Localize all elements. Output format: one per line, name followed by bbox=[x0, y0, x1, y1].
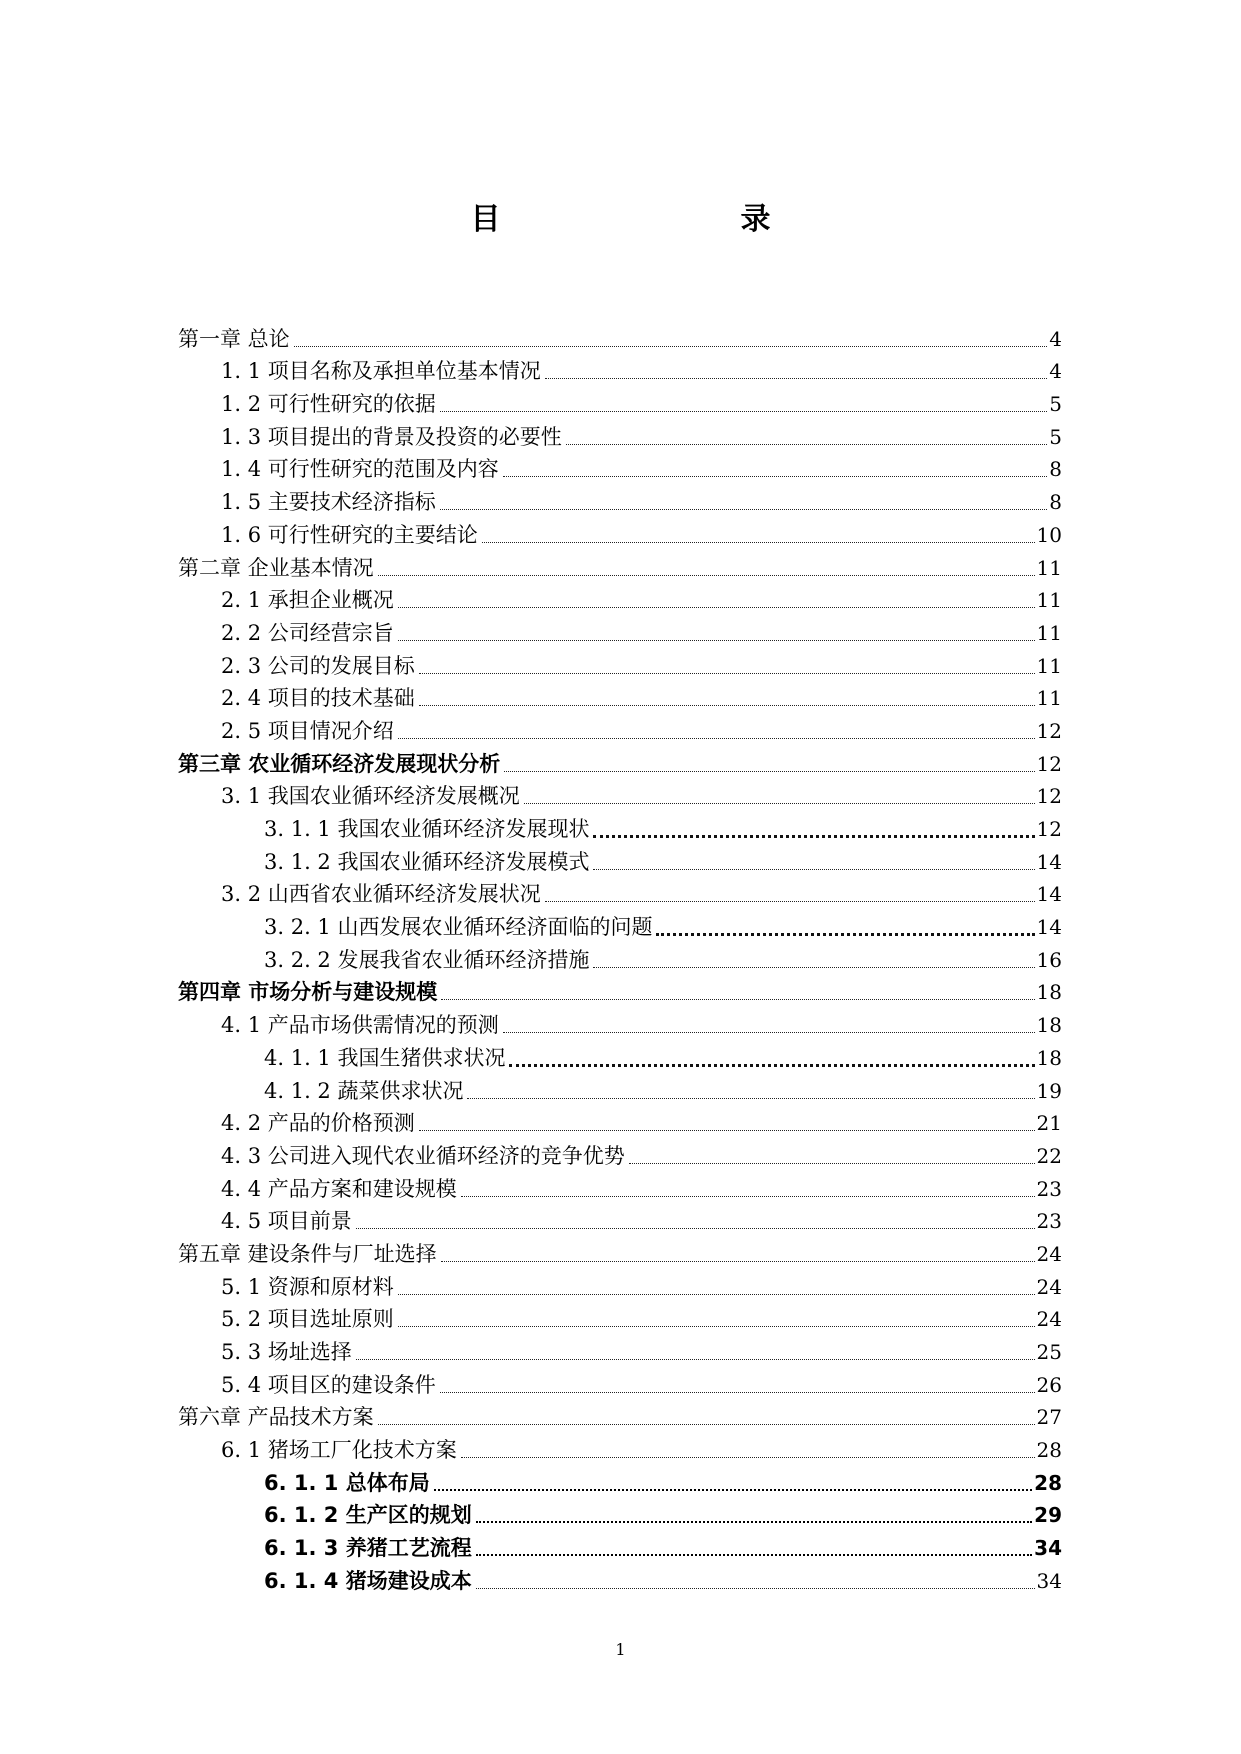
toc-entry-label: 1. 1 项目名称及承担单位基本情况 bbox=[221, 359, 541, 384]
toc-leader-dots bbox=[476, 1521, 1032, 1523]
toc-entry-label: 第四章 市场分析与建设规模 bbox=[178, 980, 438, 1005]
toc-leader-dots bbox=[419, 705, 1035, 706]
toc-leader-dots bbox=[545, 378, 1048, 379]
toc-entry bbox=[178, 1235, 1062, 1268]
toc-leader-dots bbox=[440, 509, 1048, 510]
toc-leader-dots bbox=[356, 1228, 1035, 1229]
toc-entry bbox=[178, 1006, 1062, 1039]
toc-entry-page: 5 bbox=[1049, 392, 1062, 417]
toc-leader-dots bbox=[398, 607, 1035, 608]
toc-entry bbox=[178, 483, 1062, 516]
toc-leader-dots bbox=[378, 1424, 1035, 1425]
toc-entry-label: 3. 1. 2 我国农业循环经济发展模式 bbox=[264, 849, 590, 874]
toc-entry bbox=[178, 1170, 1062, 1203]
toc-entry-label: 3. 1. 1 我国农业循环经济发展现状 bbox=[264, 817, 590, 841]
toc-leader-dots bbox=[476, 1554, 1032, 1556]
toc-leader-dots bbox=[593, 967, 1034, 968]
toc-entry bbox=[178, 1529, 1062, 1562]
toc-entry-label: 4. 1 产品市场供需情况的预测 bbox=[221, 1013, 499, 1038]
toc-entry bbox=[178, 1301, 1062, 1334]
toc-entry-page: 34 bbox=[1034, 1536, 1062, 1561]
toc-entry-label: 5. 2 项目选址原则 bbox=[221, 1307, 394, 1332]
toc-leader-dots bbox=[294, 346, 1048, 347]
toc-entry-page: 23 bbox=[1036, 1176, 1062, 1201]
toc-entry-page: 28 bbox=[1034, 1470, 1062, 1495]
toc-entry bbox=[178, 1203, 1062, 1236]
toc-entry-label: 4. 3 公司进入现代农业循环经济的竞争优势 bbox=[221, 1143, 625, 1168]
toc-entry-page: 14 bbox=[1036, 882, 1062, 907]
toc-leader-dots bbox=[398, 1294, 1035, 1295]
toc-leader-dots bbox=[629, 1163, 1035, 1164]
page-title: 目 录 bbox=[470, 202, 831, 237]
toc-leader-dots bbox=[504, 771, 1034, 772]
toc-entry bbox=[178, 582, 1062, 615]
toc-entry bbox=[178, 941, 1062, 974]
toc-entry-page: 5 bbox=[1049, 424, 1062, 449]
toc-entry-label: 6. 1 猪场工厂化技术方案 bbox=[221, 1438, 457, 1463]
toc-entry bbox=[178, 1268, 1062, 1301]
toc-entry-page: 24 bbox=[1036, 1241, 1062, 1266]
toc-entry-page: 12 bbox=[1036, 751, 1062, 776]
toc-entry-page: 22 bbox=[1036, 1143, 1062, 1168]
toc-entry-page: 34 bbox=[1036, 1568, 1062, 1593]
toc-entry-label: 5. 3 场址选择 bbox=[221, 1340, 352, 1364]
toc-entry-label: 4. 2 产品的价格预测 bbox=[221, 1111, 415, 1136]
toc-entry bbox=[178, 876, 1062, 909]
toc-leader-dots bbox=[476, 1588, 1035, 1589]
toc-entry-label: 4. 1. 1 我国生猪供求状况 bbox=[264, 1045, 506, 1070]
toc-leader-dots bbox=[441, 999, 1034, 1000]
toc-entry-label: 6. 1. 1 总体布局 bbox=[264, 1470, 430, 1495]
toc-entry-page: 14 bbox=[1036, 849, 1062, 874]
toc-leader-dots bbox=[467, 1098, 1034, 1099]
toc-entry bbox=[178, 1431, 1062, 1464]
toc-entry bbox=[178, 712, 1062, 745]
toc-entry-page: 11 bbox=[1036, 686, 1062, 711]
toc-entry-page: 16 bbox=[1036, 947, 1062, 972]
table-of-contents bbox=[178, 320, 1062, 1595]
toc-entry-page: 14 bbox=[1036, 915, 1062, 940]
toc-entry-page: 18 bbox=[1036, 1045, 1062, 1070]
toc-entry-page: 8 bbox=[1049, 457, 1062, 482]
toc-entry bbox=[178, 680, 1062, 713]
toc-leader-dots bbox=[419, 1130, 1035, 1131]
toc-entry-label: 2. 5 项目情况介绍 bbox=[221, 718, 394, 743]
toc-entry-label: 第二章 企业基本情况 bbox=[178, 555, 374, 580]
toc-entry-page: 11 bbox=[1036, 588, 1062, 613]
toc-entry bbox=[178, 1464, 1062, 1497]
toc-entry-label: 1. 2 可行性研究的依据 bbox=[221, 392, 436, 417]
toc-entry bbox=[178, 1137, 1062, 1170]
toc-entry-page: 18 bbox=[1036, 980, 1062, 1005]
toc-entry bbox=[178, 1039, 1062, 1072]
toc-entry-label: 2. 1 承担企业概况 bbox=[221, 588, 394, 613]
toc-entry bbox=[178, 353, 1062, 386]
toc-entry-page: 18 bbox=[1036, 1013, 1062, 1038]
toc-leader-dots bbox=[398, 1326, 1035, 1327]
toc-leader-dots bbox=[441, 1261, 1035, 1262]
toc-entry bbox=[178, 1366, 1062, 1399]
toc-entry-page: 12 bbox=[1036, 718, 1062, 743]
toc-entry bbox=[178, 614, 1062, 647]
toc-leader-dots bbox=[434, 1489, 1032, 1491]
toc-entry-label: 5. 1 资源和原材料 bbox=[221, 1274, 394, 1299]
toc-entry-page: 10 bbox=[1036, 522, 1062, 547]
toc-leader-dots bbox=[509, 1064, 1034, 1067]
toc-entry-page: 11 bbox=[1036, 555, 1062, 580]
toc-entry bbox=[178, 549, 1062, 582]
toc-entry-page: 27 bbox=[1036, 1405, 1062, 1430]
toc-entry bbox=[178, 974, 1062, 1007]
toc-leader-dots bbox=[593, 869, 1034, 870]
toc-leader-dots bbox=[656, 933, 1034, 936]
toc-entry-label: 2. 4 项目的技术基础 bbox=[221, 686, 415, 711]
toc-entry-label: 4. 4 产品方案和建设规模 bbox=[221, 1176, 457, 1201]
toc-entry-label: 2. 2 公司经营宗旨 bbox=[221, 620, 394, 645]
toc-entry-page: 29 bbox=[1034, 1503, 1062, 1528]
toc-entry bbox=[178, 516, 1062, 549]
toc-entry bbox=[178, 908, 1062, 941]
toc-entry bbox=[178, 647, 1062, 680]
toc-entry-label: 第六章 产品技术方案 bbox=[178, 1405, 374, 1430]
toc-entry-label: 6. 1. 3 养猪工艺流程 bbox=[264, 1536, 472, 1561]
toc-entry-page: 28 bbox=[1036, 1438, 1062, 1463]
toc-entry bbox=[178, 1399, 1062, 1432]
toc-entry-page: 25 bbox=[1036, 1340, 1062, 1364]
toc-entry bbox=[178, 320, 1062, 353]
toc-entry bbox=[178, 1562, 1062, 1595]
page-number: 1 bbox=[615, 1640, 626, 1659]
toc-leader-dots bbox=[503, 476, 1048, 477]
toc-entry bbox=[178, 385, 1062, 418]
toc-entry-page: 11 bbox=[1036, 653, 1062, 678]
toc-entry bbox=[178, 1333, 1062, 1366]
toc-entry-page: 4 bbox=[1049, 326, 1062, 351]
toc-leader-dots bbox=[419, 673, 1035, 674]
toc-entry-page: 11 bbox=[1036, 620, 1062, 645]
toc-entry-label: 第三章 农业循环经济发展现状分析 bbox=[178, 751, 501, 776]
toc-entry-label: 6. 1. 4 猪场建设成本 bbox=[264, 1568, 472, 1593]
toc-entry bbox=[178, 451, 1062, 484]
toc-entry-page: 12 bbox=[1036, 817, 1062, 841]
toc-leader-dots bbox=[378, 575, 1035, 576]
toc-leader-dots bbox=[440, 1392, 1035, 1393]
toc-entry-page: 12 bbox=[1036, 784, 1062, 809]
toc-entry-label: 1. 3 项目提出的背景及投资的必要性 bbox=[221, 424, 562, 449]
toc-entry-page: 23 bbox=[1036, 1209, 1062, 1234]
toc-entry-label: 3. 2. 1 山西发展农业循环经济面临的问题 bbox=[264, 915, 653, 940]
toc-entry-label: 4. 5 项目前景 bbox=[221, 1209, 352, 1234]
toc-entry-label: 第一章 总论 bbox=[178, 326, 290, 351]
toc-leader-dots bbox=[461, 1457, 1035, 1458]
toc-entry-label: 4. 1. 2 蔬菜供求状况 bbox=[264, 1078, 464, 1103]
toc-entry bbox=[178, 1072, 1062, 1105]
toc-entry-page: 21 bbox=[1036, 1111, 1062, 1136]
toc-leader-dots bbox=[398, 640, 1035, 641]
toc-leader-dots bbox=[593, 835, 1034, 838]
toc-entry-label: 5. 4 项目区的建设条件 bbox=[221, 1372, 436, 1397]
toc-entry-page: 24 bbox=[1036, 1274, 1062, 1299]
toc-entry-label: 3. 2 山西省农业循环经济发展状况 bbox=[221, 882, 541, 907]
toc-entry bbox=[178, 778, 1062, 811]
toc-entry-label: 第五章 建设条件与厂址选择 bbox=[178, 1241, 437, 1266]
toc-entry-label: 2. 3 公司的发展目标 bbox=[221, 653, 415, 678]
toc-entry-label: 1. 5 主要技术经济指标 bbox=[221, 490, 436, 515]
toc-entry bbox=[178, 843, 1062, 876]
toc-leader-dots bbox=[566, 444, 1048, 445]
toc-entry bbox=[178, 418, 1062, 451]
toc-entry-page: 19 bbox=[1036, 1078, 1062, 1103]
toc-leader-dots bbox=[440, 411, 1048, 412]
toc-leader-dots bbox=[503, 1032, 1035, 1033]
toc-entry-page: 24 bbox=[1036, 1307, 1062, 1332]
toc-leader-dots bbox=[524, 803, 1035, 804]
toc-entry-label: 3. 2. 2 发展我省农业循环经济措施 bbox=[264, 947, 590, 972]
toc-entry-page: 8 bbox=[1049, 490, 1062, 515]
toc-entry-label: 1. 4 可行性研究的范围及内容 bbox=[221, 457, 499, 482]
toc-leader-dots bbox=[356, 1359, 1035, 1360]
toc-entry-page: 26 bbox=[1036, 1372, 1062, 1397]
toc-leader-dots bbox=[545, 901, 1035, 902]
toc-entry-label: 3. 1 我国农业循环经济发展概况 bbox=[221, 784, 520, 809]
toc-leader-dots bbox=[482, 542, 1035, 543]
toc-leader-dots bbox=[461, 1196, 1035, 1197]
toc-entry bbox=[178, 810, 1062, 843]
toc-entry-label: 1. 6 可行性研究的主要结论 bbox=[221, 522, 478, 547]
toc-entry bbox=[178, 1105, 1062, 1138]
toc-entry-page: 4 bbox=[1049, 359, 1062, 384]
toc-entry bbox=[178, 745, 1062, 778]
toc-leader-dots bbox=[398, 738, 1035, 739]
toc-entry-label: 6. 1. 2 生产区的规划 bbox=[264, 1503, 472, 1528]
toc-entry bbox=[178, 1497, 1062, 1530]
